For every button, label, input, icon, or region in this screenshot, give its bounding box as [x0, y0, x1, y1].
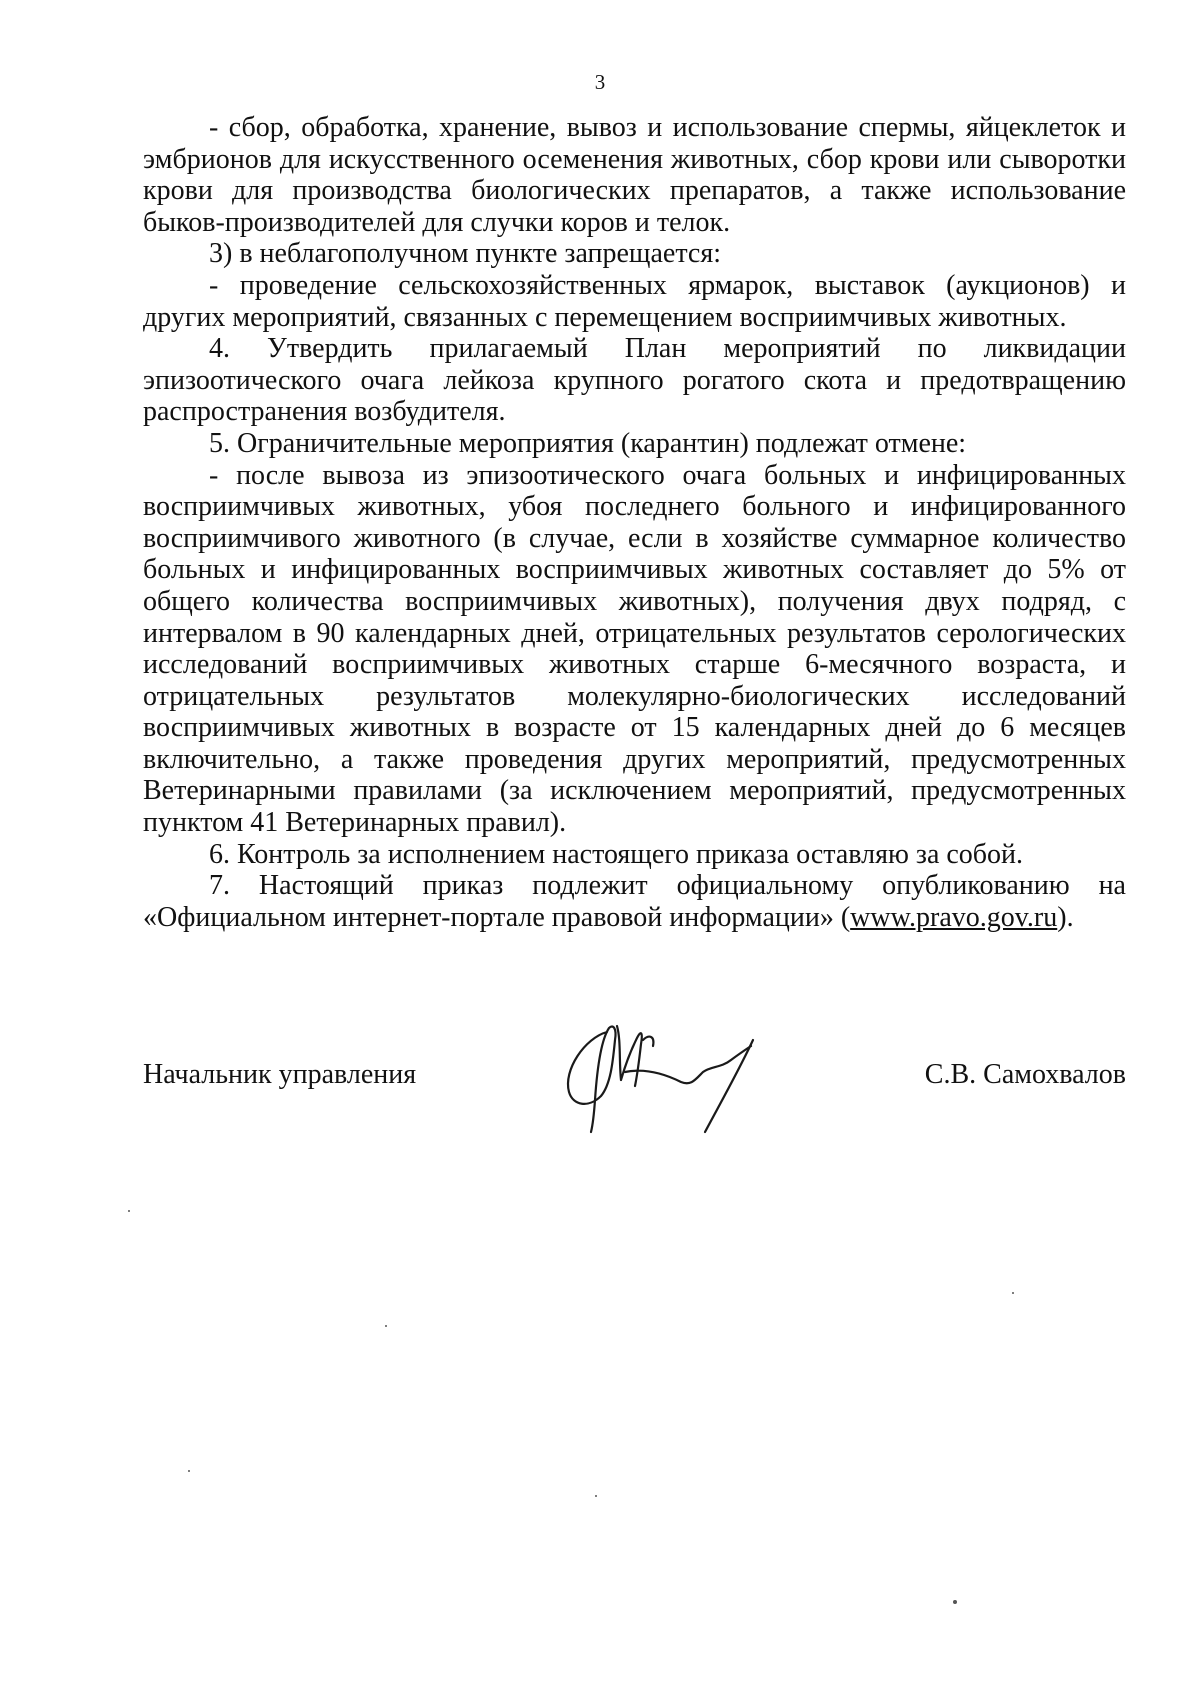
pravo-link[interactable]: www.pravo.gov.ru — [850, 901, 1058, 933]
scan-speck — [128, 1210, 130, 1212]
scan-speck — [1012, 1292, 1014, 1294]
paragraph-item-4: 4. Утвердить прилагаемый План мероприятий по ликвидации эпизоотического очага лейкоза крупного рогатого скота и предотвращению распространения возбудителя. — [143, 333, 1126, 428]
paragraph-item-7 — [143, 870, 1126, 933]
paragraph-quarantine-conditions: - после вывоза из эпизоотического очага больных и инфицированных восприимчивых животных, убоя последнего больного и инфицированного восприимчивого животного (в случае, если в хозяйстве суммарное количество больных и инфицированных восприимчивых животных составляет до 5% от общего количества восприимчивых животных), получения двух подряд, с интервалом в 90 календарных дней, отрицательных результатов серологических исследований восприимчивых животных старше 6-месячного возраста, и отрицательных результатов молекулярно-биологических исследований восприимчивых животных в возрасте от 15 календарных дней до 6 месяцев включительно, а также проведения других мероприятий, предусмотренных Ветеринарными правилами (за исключением мероприятий, предусмотренных пунктом 41 Ветеринарных правил). — [143, 459, 1126, 839]
publication-text: 7. Настоящий приказ подлежит официальному опубликованию на «Официальном интернет-портале правовой информации» ( — [143, 870, 1126, 933]
handwritten-signature — [555, 1010, 775, 1150]
signatory-name: С.В. Самохвалов — [924, 1059, 1126, 1090]
publication-text-end: ). — [1057, 901, 1074, 933]
scan-speck — [385, 1325, 387, 1327]
page-number: 3 — [594, 70, 606, 94]
signatory-position: Начальник управления — [143, 1059, 417, 1090]
scan-speck — [953, 1600, 957, 1604]
paragraph-item-6: 6. Контроль за исполнением настоящего приказа оставляю за собой. — [209, 838, 1024, 870]
paragraph-item-3-heading: 3) в неблагополучном пункте запрещается: — [209, 238, 722, 270]
paragraph-fairs-ban: - проведение сельскохозяйственных ярмарок, выставок (аукционов) и других мероприятий, связанных с перемещением восприимчивых животных. — [143, 269, 1126, 333]
paragraph-collection-ban: - сбор, обработка, хранение, вывоз и использование спермы, яйцеклеток и эмбрионов для искусственного осеменения животных, сбор крови или сыворотки крови для производства биологических препаратов, а также использование быков-производителей для случки коров и телок. — [143, 112, 1126, 238]
paragraph-item-5-heading: 5. Ограничительные мероприятия (карантин) подлежат отмене: — [209, 427, 967, 459]
scan-speck — [595, 1495, 597, 1497]
scan-speck — [188, 1470, 190, 1472]
document-body — [143, 112, 1126, 933]
